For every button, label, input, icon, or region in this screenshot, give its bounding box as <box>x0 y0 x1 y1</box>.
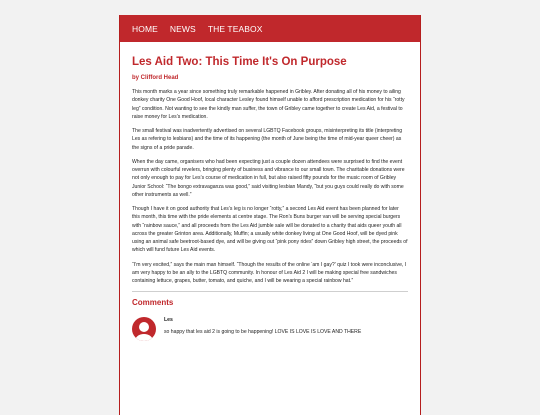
article-paragraph: Though I have it on good authority that Les’s leg is no longer “rotty,” a second Les Aid event has been planned for later this month, this time with the pride elements at centre stage. The Ron’s Buns burger van will be serving special burgers with “rainbow sauce,” and all proceeds from the Les Aid jumble sale will be donated to a charity that aids queer youth all across the greater Grinton area. Additionally, Muffin; a usually white donkey living at One Good Hoof, will be dyed pink using an animal safe beetroot-based dye, and will be giving out “pink pony rides” down Gribley high street, the proceeds of which will fund future Les Aid events. <box>132 206 408 254</box>
article-paragraph: “I’m very excited,” says the main man himself. “Though the results of the online ‘am I gay?’ quiz I took were inconclusive, I am very happy to be an ally to the LGBTQ community. In honour of Les Aid 2 I will be making special free sandwiches containing lettuce, grapes, butter, tomato, and quiche, and I will be wearing a special rainbow hat.” <box>132 261 407 285</box>
comments-divider <box>132 291 408 292</box>
article-paragraph: The small festival was inadvertently advertised on several LGBTQ Facebook groups, misinterpreting its title (interpreting Les as refering to lesbians) and the time of its happening (the month of June being the time of mid-year queer cheer) as the signs of a pride parade. <box>132 128 403 151</box>
nav-item-home[interactable]: HOME <box>132 23 158 34</box>
article-title: Les Aid Two: This Time It's On Purpose <box>132 56 347 68</box>
top-nav-bar <box>120 15 420 42</box>
user-avatar-icon <box>132 317 156 341</box>
article-paragraph: This month marks a year since something truly remarkable happened in Gribley. After donating all of his money to ailing donkey charity One Good Hoof, local character Lesley found himself unable to afford prescription medication for his “rotty leg” condition. Not wanting to see the kindly man suffer, the town of Gribley came together to create Les Aid, a festival to raise money for Les’s medication. <box>132 89 405 120</box>
page-container <box>119 15 421 415</box>
article-content <box>120 56 420 341</box>
comments-heading: Comments <box>132 298 174 308</box>
comment-author: Les <box>164 317 173 324</box>
comment-body <box>164 315 361 337</box>
nav-item-news[interactable]: NEWS <box>169 23 196 34</box>
comment-item <box>132 315 408 341</box>
comment-text: so happy that les aid 2 is going to be happening! LOVE IS LOVE IS LOVE AND THERE <box>164 329 362 336</box>
article-paragraph: When the day came, organisers who had been expecting just a couple dozen attendees were surprised to find the event overrun with colourful revelers, bringing plenty of business and vibrance to our small town. The charitable donations were not only enough to pay for Les’s course of medication in full, but also raised fifty pounds for the music room of Gribley Junior School: “The bongo extravaganza was good,” said visiting lesbian Mandy, “but you guys could really do with some other instruments as well.” <box>132 158 405 198</box>
article-byline: by Clifford Head <box>132 75 179 82</box>
nav-item-the-teabox[interactable]: THE TEABOX <box>207 23 263 34</box>
article-body <box>132 88 408 285</box>
